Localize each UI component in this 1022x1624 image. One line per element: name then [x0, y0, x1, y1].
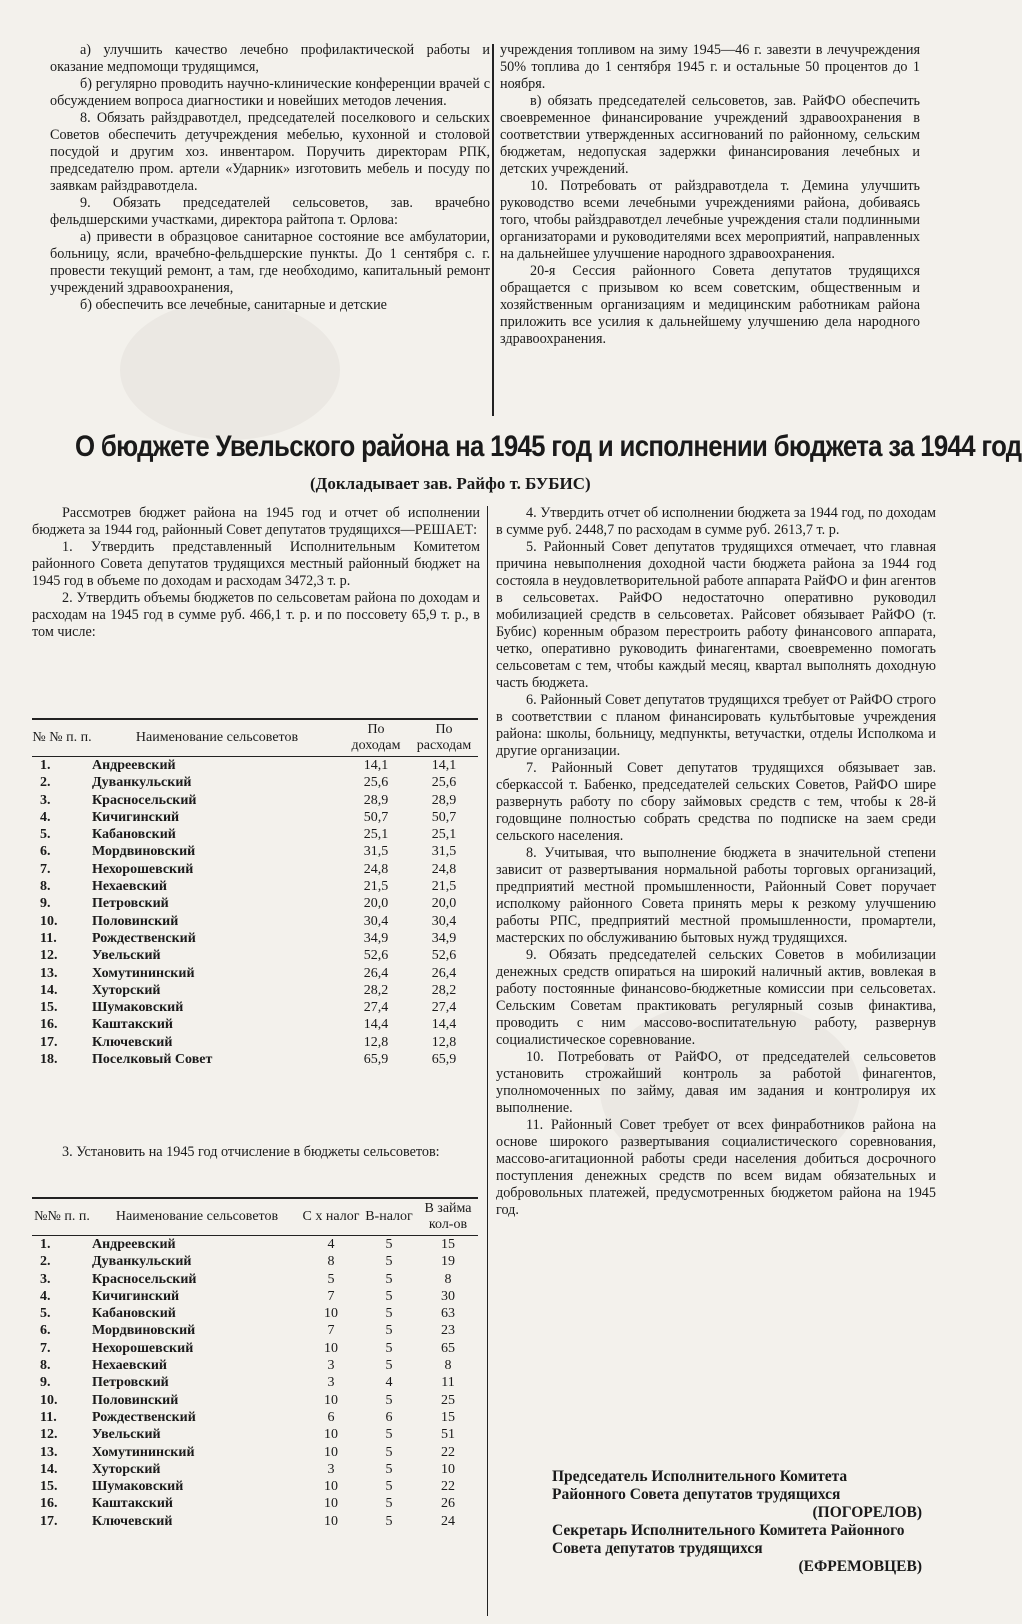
table-cell: Кабановский	[92, 827, 176, 843]
table-cell: 63	[441, 1306, 455, 1322]
table-cell: 24,8	[431, 861, 457, 877]
table-cell: 5	[385, 1461, 393, 1477]
table-cell: 17.	[40, 1513, 58, 1529]
table-cell: 15.	[40, 1479, 58, 1495]
paragraph: 3. Установить на 1945 год отчисление в бюджеты сельсоветов:	[62, 1144, 440, 1160]
table-cell: 5.	[40, 827, 51, 843]
table-cell: Половинский	[92, 1392, 179, 1408]
table-cell: Хомутининский	[92, 1444, 195, 1460]
table-cell: 8.	[40, 879, 51, 895]
table-cell: Ключевский	[92, 1513, 173, 1529]
table-cell: 3.	[40, 792, 51, 808]
table-row	[32, 999, 478, 1016]
table-cell: 16.	[40, 1496, 58, 1512]
table-cell: 5	[385, 1306, 393, 1322]
table-cell: 10	[324, 1392, 338, 1408]
table-cell: 10	[324, 1444, 338, 1460]
table-cell: 8	[444, 1358, 452, 1374]
table-cell: Нехаевский	[92, 1358, 167, 1374]
table-cell: 10	[324, 1306, 338, 1322]
deductions-table	[32, 1197, 478, 1530]
table-cell: 51	[441, 1427, 455, 1443]
signature-block	[552, 1468, 932, 1576]
table-cell: 25	[441, 1392, 455, 1408]
table-cell: 26	[441, 1496, 455, 1512]
paragraph: в) обязать председателей сельсоветов, зав. РайФО обеспечить своевременное финансирование учреждений здравоохранения в соответствии утвержденных ассигнований по районному, сельским бюджетам, недопуская задержки финансирования лечебных и детских учреждений.	[500, 93, 920, 177]
table-cell: 5	[385, 1323, 393, 1339]
chair-title: Председатель Исполнительного Комитета Районного Совета депутатов трудящихся	[552, 1468, 848, 1503]
table-cell: 65	[441, 1340, 455, 1356]
table-cell: 16.	[40, 1017, 58, 1033]
table-row	[32, 1253, 478, 1270]
table-cell: 2.	[40, 1254, 51, 1270]
table-row	[32, 930, 478, 947]
table-cell: 3	[327, 1461, 335, 1477]
table-cell: Красносельский	[92, 792, 197, 808]
top-right-column	[500, 42, 920, 348]
table-cell: 25,1	[431, 827, 457, 843]
table-cell: Кичигинский	[92, 1288, 180, 1304]
table-cell: 10.	[40, 1392, 58, 1408]
table-cell: 12.	[40, 1427, 58, 1443]
table-row	[32, 757, 478, 775]
table-cell: 24	[441, 1513, 455, 1529]
paragraph: 7. Районный Совет депутатов трудящихся обязывает зав. сберкассой т. Бабенко, председателей сельских Советов, РайФО шире развернуть работу по сбору займовых средств с тем, чтобы к 28-й годовщине полностью собрать средства по подписке на заем среди сельского населения.	[496, 760, 936, 844]
bottom-right-column	[496, 505, 936, 1219]
paragraph: Рассмотрев бюджет района на 1945 год и отчет об исполнении бюджета за 1944 год, районный Совет депутатов трудящихся—РЕШАЕТ:	[32, 505, 480, 538]
table-cell: 50,7	[363, 809, 389, 825]
table-cell: 10.	[40, 913, 58, 929]
paragraph: 9. Обязать председателей сельских Советов в мобилизации денежных средств опираться на широкий наличный актив, вовлекая в работу постоянные финансово-бюджетные комиссии при сельсоветах. Сельским Советам практиковать регулярный созыв финактива, проводить с ним массово-воспитательную работу, развернув социалистическое соревнование.	[496, 947, 936, 1048]
table-body	[32, 1236, 478, 1531]
table-cell: 21,5	[363, 879, 389, 895]
table-cell: 20,0	[431, 896, 457, 912]
table-cell: 30,4	[363, 913, 389, 929]
table-cell: 5	[385, 1288, 393, 1304]
table-cell: 30,4	[431, 913, 457, 929]
table-cell: 5	[385, 1444, 393, 1460]
table-row	[32, 1461, 478, 1478]
table-cell: 12,8	[431, 1034, 457, 1050]
table-cell: 5.	[40, 1306, 51, 1322]
table-body	[32, 757, 478, 1069]
table-cell: 7	[327, 1288, 335, 1304]
article-byline: (Докладывает зав. Райфо т. БУБИС)	[310, 474, 591, 493]
table-cell: 5	[327, 1271, 335, 1287]
table-cell: 24,8	[363, 861, 389, 877]
table-cell: 2.	[40, 775, 51, 791]
table-row	[32, 1478, 478, 1495]
table-row	[32, 913, 478, 930]
table-cell: 4.	[40, 809, 51, 825]
table-cell: 25,1	[363, 827, 389, 843]
table-cell: 14,1	[431, 758, 457, 773]
table-cell: 27,4	[363, 1000, 389, 1016]
table-row	[32, 1426, 478, 1443]
table-cell: Каштакский	[92, 1496, 173, 1512]
paragraph: б) регулярно проводить научно-клинические конференции врачей с обсуждением вопроса диагностики и новейших методов лечения.	[50, 76, 490, 109]
table-cell: Красносельский	[92, 1271, 197, 1287]
table-cell: Ключевский	[92, 1034, 173, 1050]
table-cell: 22	[441, 1479, 455, 1495]
table-cell: Поселковый Совет	[92, 1052, 213, 1068]
paragraph: 8. Обязать райздравотдел, председателей поселкового и сельских Советов обеспечить детучреждения мебелью, кухонной и столовой посудой и другим хоз. инвентаром. Поручить директорам РПК, председателю пром. артели «Ударник» изготовить мебель и посуду по заявкам райздравотдела.	[50, 110, 490, 194]
table-cell: 14.	[40, 1461, 58, 1477]
column-header: В-налог	[365, 1209, 413, 1224]
table-row	[32, 1392, 478, 1409]
table-cell: Увельский	[92, 1427, 161, 1443]
table-cell: 4	[327, 1237, 335, 1252]
section-3	[32, 1144, 480, 1161]
table-cell: 26,4	[431, 965, 457, 981]
table-cell: 28,2	[431, 982, 457, 998]
table-cell: 50,7	[431, 809, 457, 825]
table-cell: 4	[385, 1375, 393, 1391]
table-cell: Хуторский	[92, 1461, 161, 1477]
column-rule-top	[492, 44, 494, 416]
table-cell: 7	[327, 1323, 335, 1339]
column-header: № № п. п.	[32, 730, 92, 745]
table-cell: Андреевский	[92, 1237, 176, 1252]
table-cell: 5	[385, 1237, 393, 1252]
table-cell: Половинский	[92, 913, 179, 929]
table-cell: Хомутининский	[92, 965, 195, 981]
table-row	[32, 1322, 478, 1339]
table-cell: 34,9	[431, 930, 457, 946]
table-cell: 26,4	[363, 965, 389, 981]
resolution-intro	[32, 505, 480, 641]
paragraph: б) обеспечить все лечебные, санитарные и детские	[80, 297, 387, 313]
table-cell: 10	[324, 1340, 338, 1356]
table-cell: Петровский	[92, 1375, 169, 1391]
table-cell: 15	[441, 1409, 455, 1425]
table-cell: 30	[441, 1288, 455, 1304]
table-cell: Андреевский	[92, 758, 176, 773]
table-cell: 28,9	[363, 792, 389, 808]
table-cell: 7.	[40, 1340, 51, 1356]
table-cell: Рождественский	[92, 1409, 196, 1425]
table-cell: 5	[385, 1358, 393, 1374]
table-cell: 31,5	[431, 844, 457, 860]
paragraph: а) улучшить качество лечебно профилактической работы и оказание медпомощи трудящимся,	[50, 42, 490, 75]
column-header: По расходам	[416, 722, 472, 753]
table-cell: 52,6	[431, 948, 457, 964]
table-cell: 10	[441, 1461, 455, 1477]
table-cell: 19	[441, 1254, 455, 1270]
table-cell: 1.	[40, 1237, 51, 1252]
table-row	[32, 1051, 478, 1068]
table-cell: 11.	[40, 1409, 57, 1425]
table-cell: 8	[327, 1254, 335, 1270]
table-cell: 34,9	[363, 930, 389, 946]
table-row	[32, 1495, 478, 1512]
table-row	[32, 1374, 478, 1391]
table-cell: 9.	[40, 896, 51, 912]
table-row	[32, 947, 478, 964]
table-row	[32, 1016, 478, 1033]
table-row	[32, 774, 478, 791]
column-rule-bottom	[487, 506, 488, 1616]
table-row	[32, 809, 478, 826]
table-cell: 27,4	[431, 1000, 457, 1016]
table-row	[32, 861, 478, 878]
table-cell: 5	[385, 1427, 393, 1443]
column-header: Наименование сельсоветов	[135, 730, 299, 745]
table-cell: 9.	[40, 1375, 51, 1391]
paragraph: 4. Утвердить отчет об исполнении бюджета за 1944 год, по доходам в сумме руб. 2448,7 по расходам в сумме руб. 2613,7 т. р.	[496, 505, 936, 538]
table-cell: 25,6	[363, 775, 389, 791]
table-row	[32, 1288, 478, 1305]
table-cell: 5	[385, 1254, 393, 1270]
table-cell: 28,2	[363, 982, 389, 998]
table-cell: Дуванкульский	[92, 1254, 192, 1270]
table-cell: 18.	[40, 1052, 58, 1068]
table-cell: Мордвиновский	[92, 844, 196, 860]
table-cell: 5	[385, 1392, 393, 1408]
table-cell: 20,0	[363, 896, 389, 912]
paragraph: 20-я Сессия районного Совета депутатов трудящихся обращается с призывом ко всем советским, общественным и хозяйственным организациям и медицинским работникам района приложить все усилия к дальнейшему улучшению дела народного здравоохранения.	[500, 263, 920, 347]
table-row	[32, 1271, 478, 1288]
table-cell: 14.	[40, 982, 58, 998]
table-row	[32, 1305, 478, 1322]
paragraph: учреждения топливом на зиму 1945—46 г. завезти в лечучреждения 50% топлива до 1 сентября 1945 г. и остальные 50 процентов до 1 ноября.	[500, 42, 920, 92]
table-cell: Кичигинский	[92, 809, 180, 825]
table-row	[32, 878, 478, 895]
table-cell: 13.	[40, 1444, 58, 1460]
paragraph: а) привести в образцовое санитарное состояние все амбулатории, больницу, ясли, врачебно-фельдшерские пункты. До 1 сентября с. г. провести текущий ремонт, а там, где необходимо, капитальный ремонт учреждений здравоохранения,	[50, 229, 490, 296]
table-row	[32, 982, 478, 999]
table-cell: 4.	[40, 1288, 51, 1304]
table-cell: 8	[444, 1271, 452, 1287]
table-cell: 10	[324, 1427, 338, 1443]
table-cell: 12.	[40, 948, 58, 964]
paragraph: 10. Потребовать от РайФО, от председателей сельсоветов установить строжайший контроль за работой финагентов, уполномоченных по займу, давая им задания и контролируя их выполнение.	[496, 1049, 936, 1116]
column-header: Наименование сельсоветов	[115, 1209, 279, 1224]
table-cell: 8.	[40, 1358, 51, 1374]
table-cell: Мордвиновский	[92, 1323, 196, 1339]
chair-name: (ПОГОРЕЛОВ)	[812, 1504, 922, 1521]
table-cell: Нехорошевский	[92, 861, 194, 877]
table-cell: 12,8	[363, 1034, 389, 1050]
table-cell: 13.	[40, 965, 58, 981]
paragraph: 11. Районный Совет требует от всех финработников района на основе широкого развертывания социалистического соревнования, массово-агитационной работы среди населения добиться досрочного поступления денежных средств по всем видам обязательных и добровольных платежей, предусмотренных бюджетом района на 1945 год.	[496, 1117, 936, 1218]
table-row	[32, 1357, 478, 1374]
table-cell: 11	[441, 1375, 455, 1391]
table-row	[32, 1034, 478, 1051]
secretary-name: (ЕФРЕМОВЦЕВ)	[798, 1558, 922, 1575]
table-row	[32, 1513, 478, 1530]
table-cell: Петровский	[92, 896, 169, 912]
table-cell: Шумаковский	[92, 1000, 184, 1016]
table-row	[32, 1340, 478, 1357]
table-cell: 15	[441, 1237, 455, 1252]
table-cell: 65,9	[431, 1052, 457, 1068]
table-cell: 22	[441, 1444, 455, 1460]
table-row	[32, 792, 478, 809]
table-cell: 5	[385, 1271, 393, 1287]
table-cell: 28,9	[431, 792, 457, 808]
table-cell: 10	[324, 1513, 338, 1529]
table-cell: 5	[385, 1513, 393, 1529]
table-cell: Хуторский	[92, 982, 161, 998]
table-cell: Дуванкульский	[92, 775, 192, 791]
table-row	[32, 843, 478, 860]
table-header-row	[32, 1198, 478, 1236]
table-row	[32, 895, 478, 912]
table-header-row	[32, 719, 478, 757]
table-cell: 5	[385, 1479, 393, 1495]
table-cell: 23	[441, 1323, 455, 1339]
table-cell: 1.	[40, 758, 51, 773]
paragraph: 1. Утвердить представленный Исполнительным Комитетом районного Совета депутатов трудящихся местный районный бюджет на 1945 год в объеме по доходам и расходам 3472,3 т. р.	[32, 539, 480, 589]
table-cell: Увельский	[92, 948, 161, 964]
table-cell: 6.	[40, 1323, 51, 1339]
table-cell: Рождественский	[92, 930, 196, 946]
table-cell: Шумаковский	[92, 1479, 184, 1495]
column-header: С х налог	[302, 1209, 360, 1224]
budget-table	[32, 718, 478, 1068]
table-cell: 6.	[40, 844, 51, 860]
table-cell: 52,6	[363, 948, 389, 964]
column-header: №№ п. п.	[34, 1209, 90, 1224]
column-header: В займа кол-ов	[424, 1201, 472, 1232]
table-row	[32, 965, 478, 982]
table-cell: 3	[327, 1375, 335, 1391]
column-header: По доходам	[351, 722, 401, 753]
paragraph: 8. Учитывая, что выполнение бюджета в значительной степени зависит от развертывания нормальной работы торговых организаций, предприятий местной промышленности, Районный Совет поручает исполкому районного Совета принять меры к резкому улучшению работы РПС, предприятий местной промышленности, промартели, мастерских по обслуживанию бытовых нужд трудящихся.	[496, 845, 936, 946]
table-cell: 65,9	[363, 1052, 389, 1068]
paragraph: 10. Потребовать от райздравотдела т. Демина улучшить руководство всеми лечебными учреждениями района, добиваясь того, чтобы райздравотдел лечебные учреждения стали подлинными организаторами и руководителями всех мероприятий, направленных на дальнейшее улучшение народного здравоохранения.	[500, 178, 920, 262]
table-cell: 21,5	[431, 879, 457, 895]
table-cell: 6	[385, 1409, 393, 1425]
top-left-column	[50, 42, 490, 314]
table-cell: 25,6	[431, 775, 457, 791]
paragraph: 9. Обязать председателей сельсоветов, зав. врачебно фельдшерскими участками, директора райтопа т. Орлова:	[50, 195, 490, 228]
table-cell: Каштакский	[92, 1017, 173, 1033]
table-cell: 5	[385, 1496, 393, 1512]
table-cell: Нехаевский	[92, 879, 167, 895]
table-cell: Нехорошевский	[92, 1340, 194, 1356]
table-cell: 17.	[40, 1034, 58, 1050]
table-cell: 5	[385, 1340, 393, 1356]
paragraph: 6. Районный Совет депутатов трудящихся требует от РайФО строго в соответствии с планом финансировать культбытовые учреждения района: школы, больницу, медпункты, ветучастки, отделы Исполкома и другие организации.	[496, 692, 936, 759]
article-headline: О бюджете Увельского района на 1945 год и исполнении бюджета за 1944 год	[75, 430, 1022, 463]
paragraph: 5. Районный Совет депутатов трудящихся отмечает, что главная причина невыполнения доходной части бюджета района за 1944 год состояла в неудовлетворительной работе аппарата РайФО и фин агентов в сельсоветах. РайФО недостаточно оперативно руководил мобилизацией средств в сельсоветах. Райсовет обязывает РайФО (т. Бубис) коренным образом перестроить работу финансового аппарата, четко, оперативно руководить финагентами, своевременно помогать сельсоветам с тем, чтобы каждый месяц, квартал выполнять доходную часть бюджета.	[496, 539, 936, 691]
table-row	[32, 1409, 478, 1426]
table-cell: 6	[327, 1409, 335, 1425]
secretary-title: Секретарь Исполнительного Комитета Районного Совета депутатов трудящихся	[552, 1522, 905, 1557]
table-row	[32, 1444, 478, 1461]
table-cell: 15.	[40, 1000, 58, 1016]
table-row	[32, 826, 478, 843]
table-cell: 10	[324, 1496, 338, 1512]
table-cell: 3	[327, 1358, 335, 1374]
table-cell: 7.	[40, 861, 51, 877]
table-cell: Кабановский	[92, 1306, 176, 1322]
table-cell: 14,1	[363, 758, 389, 773]
table-cell: 11.	[40, 930, 57, 946]
table-row	[32, 1236, 478, 1254]
table-cell: 3.	[40, 1271, 51, 1287]
paragraph: 2. Утвердить объемы бюджетов по сельсоветам района по доходам и расходам на 1945 год в сумме руб. 466,1 т. р. и по поссовету 65,9 т. р., в том числе:	[32, 590, 480, 640]
table-cell: 31,5	[363, 844, 389, 860]
table-cell: 14,4	[431, 1017, 457, 1033]
table-cell: 14,4	[363, 1017, 389, 1033]
table-cell: 10	[324, 1479, 338, 1495]
